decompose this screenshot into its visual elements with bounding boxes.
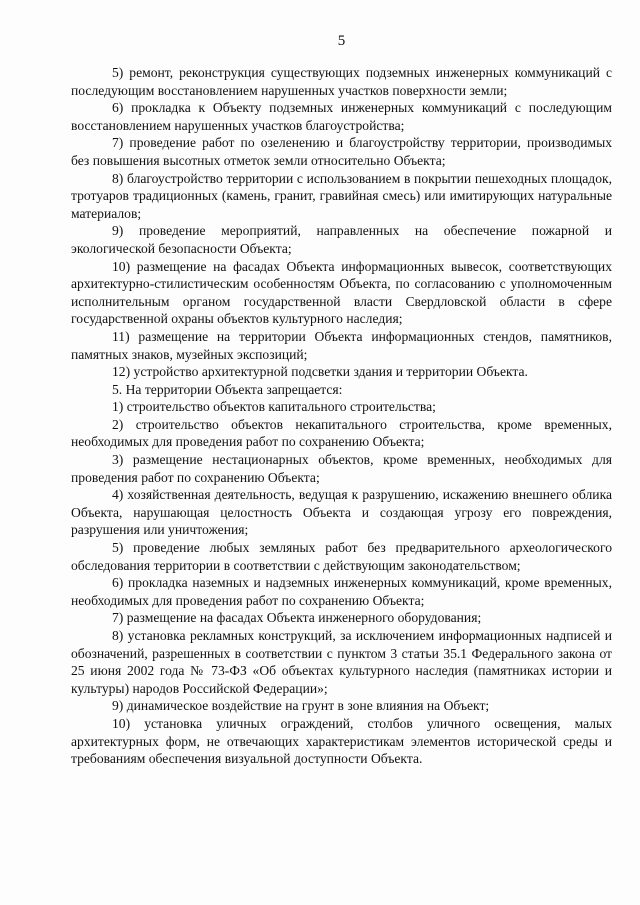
prohibited-item-1-capital-construction: 1) строительство объектов капитального строительства; xyxy=(112,399,436,415)
paragraph-item-6-underground-laying: 6) прокладка к Объекту подземных инженерных коммуникаций с последующим восстановлением нарушенных участков благоустройства; xyxy=(71,100,612,133)
prohibited-item-2-non-capital-construction: 2) строительство объектов некапитального строительства, кроме временных, необходимых для проведения работ по сохранению Объекта; xyxy=(71,416,612,450)
paragraph-item-12-lighting: 12) устройство архитектурной подсветки здания и территории Объекта. xyxy=(112,364,528,380)
prohibited-item-3-non-stationary-objects: 3) размещение нестационарных объектов, кроме временных, необходимых для проведения работ по сохранению Объекта; xyxy=(71,452,612,485)
paragraph-item-11-stands: 11) размещение на территории Объекта информационных стендов, памятников, памятных знаков, музейных экспозиций; xyxy=(71,328,612,362)
paragraph-item-5-repair: 5) ремонт, реконструкция существующих подземных инженерных коммуникаций с последующим восстановлением нарушенных участков поверхности земли; xyxy=(71,65,612,98)
prohibited-item-5-earthworks: 5) проведение любых земляных работ без предварительного археологического обследования территории в соответствии с действующим законодательством; xyxy=(71,540,612,573)
prohibited-item-10-street-fences: 10) установка уличных ограждений, столбов уличного освещения, малых архитектурных форм, не отвечающих характеристикам элементов исторической среды и требованиям обеспечения визуальной доступности Объекта. xyxy=(71,715,612,767)
prohibited-item-7-facade-equipment: 7) размещение на фасадах Объекта инженерного оборудования; xyxy=(112,610,482,626)
paragraph-item-9-safety: 9) проведение мероприятий, направленных на обеспечение пожарной и экологической безопасности Объекта; xyxy=(71,223,612,256)
paragraph-item-10-signage: 10) размещение на фасадах Объекта информационных вывесок, соответствующих архитектурно-стилистическим особенностям Объекта, по согласованию с уполномоченным исполнительным органом государственной власти Свердловской области в сфере государственной охраны объектов культурного наследия; xyxy=(71,258,612,327)
prohibited-item-8-advertising: 8) установка рекламных конструкций, за исключением информационных надписей и обозначений, разрешенных в соответствии с пунктом 3 статьи 35.1 Федерального закона от 25 июня 2002 года № 73-ФЗ «Об объектах культурного наследия (памятниках истории и культуры) народов Российской Федерации»; xyxy=(71,628,612,696)
prohibited-item-9-dynamic-impact: 9) динамическое воздействие на грунт в зоне влияния на Объект; xyxy=(112,698,490,714)
section-heading-prohibited: 5. На территории Объекта запрещается: xyxy=(112,381,343,397)
document-body xyxy=(71,64,612,768)
paragraph-item-7-greening: 7) проведение работ по озеленению и благоустройству территории, производимых без повышения высотных отметок земли относительно Объекта; xyxy=(71,135,612,168)
prohibited-item-6-overhead-utilities: 6) прокладка наземных и надземных инженерных коммуникаций, кроме временных, необходимых для проведения работ по сохранению Объекта; xyxy=(71,575,612,608)
prohibited-item-4-economic-activity: 4) хозяйственная деятельность, ведущая к разрушению, искажению внешнего облика Объекта, нарушающая целостность Объекта и создающая угрозу его повреждения, разрушения или уничтожения; xyxy=(71,487,612,538)
page-number: 5 xyxy=(337,33,346,49)
paragraph-item-8-landscaping: 8) благоустройство территории с использованием в покрытии пешеходных площадок, тротуаров традиционных (камень, гранит, гравийная смесь) или имитирующих натуральные материалов; xyxy=(71,170,612,221)
